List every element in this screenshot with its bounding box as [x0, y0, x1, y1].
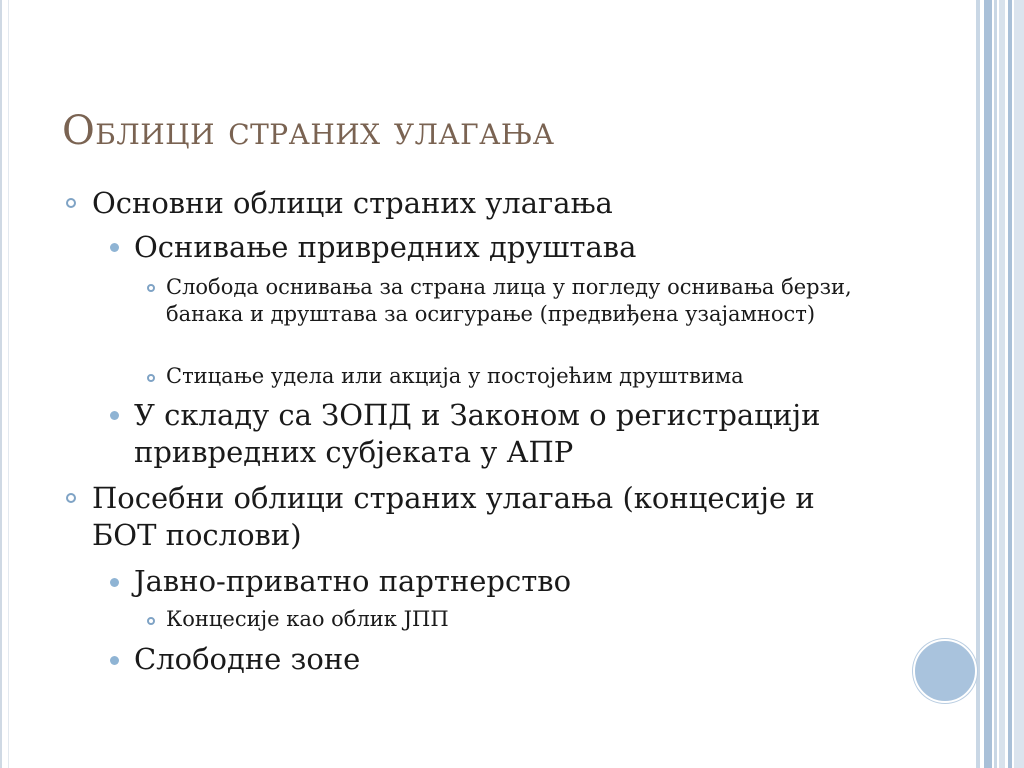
list-item-level1: Основни облици страних улагања	[92, 186, 613, 220]
list-item-level3: Стицање удела или акција у постојећим друштвима	[166, 364, 744, 388]
right-stripe	[976, 0, 980, 768]
bullet-dot-icon	[110, 656, 119, 665]
bullet-dot-icon	[110, 411, 119, 420]
bullet-dot-icon	[110, 243, 119, 252]
list-item-level2: Јавно-приватно партнерство	[134, 564, 572, 598]
list-item-level3: Слобода оснивања за страна лица у погледу оснивања берзи, банака и друштава за осигурање (предвиђена узајамност)	[166, 275, 852, 326]
left-border	[0, 0, 2, 768]
right-stripe	[1014, 0, 1024, 768]
list-item-level1: Посебни облици страних улагања (концесије и БОТ послови)	[92, 481, 815, 552]
right-stripe	[984, 0, 992, 768]
list-item-level3: Концесије као облик ЈПП	[166, 607, 449, 631]
right-stripe	[999, 0, 1005, 768]
decorative-circle	[913, 639, 977, 703]
list-item-level2: Оснивање привредних друштава	[134, 230, 637, 264]
bullet-ring-icon	[66, 198, 76, 208]
left-border-line	[8, 0, 9, 768]
slide-title: Облици страних улагања	[62, 108, 555, 154]
right-stripe	[994, 0, 997, 768]
list-item-level2: Слободне зоне	[134, 642, 361, 676]
bullet-small-ring-icon	[147, 617, 155, 625]
bullet-ring-icon	[66, 493, 76, 503]
bullet-small-ring-icon	[147, 284, 155, 292]
bullet-small-ring-icon	[147, 374, 155, 382]
right-stripe	[1008, 0, 1012, 768]
list-item-level2: У складу са ЗОПД и Законом о регистрацији привредних субјеката у АПР	[134, 398, 821, 469]
bullet-dot-icon	[110, 578, 119, 587]
